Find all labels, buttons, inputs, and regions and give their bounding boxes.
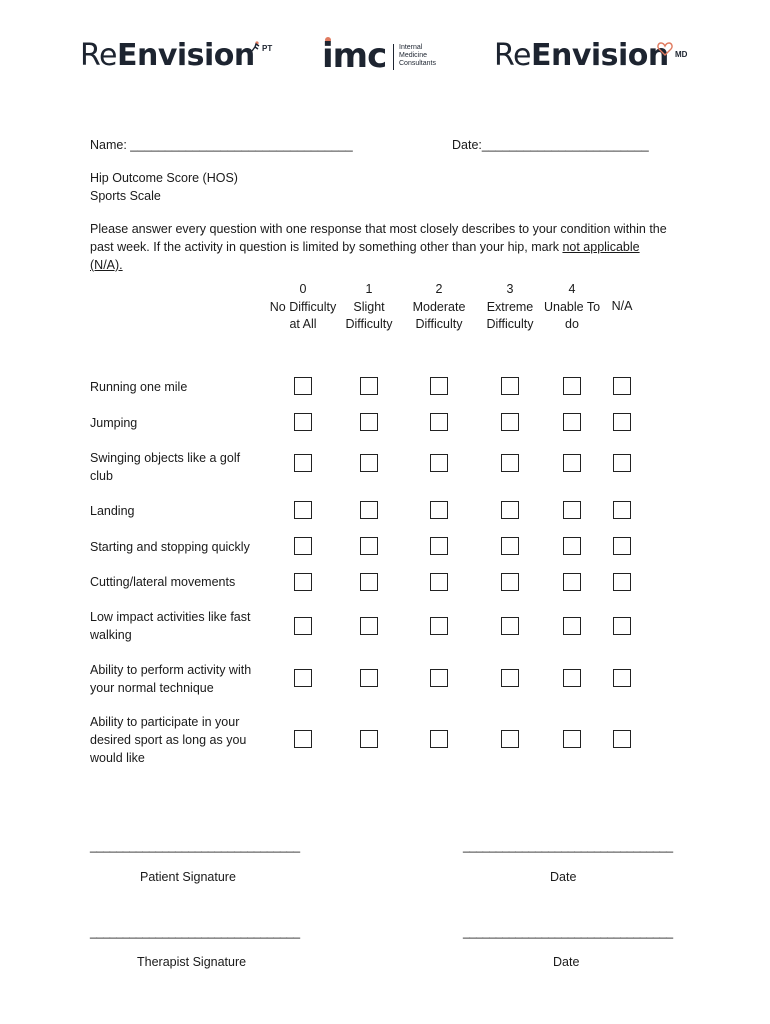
therapist-signature-line[interactable]: ________________________________: [90, 925, 300, 939]
response-checkbox[interactable]: [613, 501, 631, 519]
instructions-text: Please answer every question with one response that most closely describes to your condition within the past week. If the activity in question is limited by something other than your hip, mark: [90, 222, 667, 254]
response-checkbox[interactable]: [294, 730, 312, 748]
column-label: N/A: [611, 299, 633, 313]
patient-signature-label: Patient Signature: [140, 870, 236, 884]
response-checkbox[interactable]: [294, 669, 312, 687]
name-field[interactable]: Name: ________________________________: [90, 138, 353, 152]
date-field[interactable]: Date:________________________: [452, 138, 649, 152]
imc-sub-line: Medicine: [399, 52, 428, 59]
logo-re-text: Re: [80, 38, 117, 73]
column-label: Extreme Difficulty: [486, 299, 534, 331]
logo-envision-text: Envision: [530, 38, 669, 73]
form-subtitle: Sports Scale: [90, 189, 161, 203]
column-header: [587, 298, 657, 316]
patient-signature-line[interactable]: ________________________________: [90, 839, 300, 853]
instructions-underlined: not applicable (N/A).: [90, 240, 640, 272]
logo-re-text: Re: [494, 38, 531, 73]
imc-sub-line: Internal: [399, 44, 423, 51]
question-label: Ability to perform activity with your normal technique: [90, 663, 252, 695]
response-checkbox[interactable]: [430, 501, 448, 519]
response-checkbox[interactable]: [294, 413, 312, 431]
logo-md-sup: MD: [675, 50, 688, 59]
response-checkbox[interactable]: [360, 573, 378, 591]
response-checkbox[interactable]: [430, 413, 448, 431]
imc-logo-text: imc: [322, 36, 387, 76]
column-header: [404, 281, 474, 334]
column-number: 3: [506, 282, 514, 296]
column-header: [475, 281, 545, 334]
response-checkbox[interactable]: [360, 454, 378, 472]
response-checkbox[interactable]: [501, 377, 519, 395]
column-number: 4: [568, 282, 576, 296]
response-checkbox[interactable]: [563, 413, 581, 431]
response-checkbox[interactable]: [501, 501, 519, 519]
response-checkbox[interactable]: [501, 730, 519, 748]
therapist-date-line[interactable]: ________________________________: [463, 925, 673, 939]
response-checkbox[interactable]: [613, 454, 631, 472]
column-number: 1: [365, 282, 373, 296]
reenvision-md-logo: [494, 36, 694, 76]
response-checkbox[interactable]: [430, 573, 448, 591]
imc-sub-line: Consultants: [399, 60, 436, 67]
column-number: 2: [435, 282, 443, 296]
response-checkbox[interactable]: [563, 537, 581, 555]
column-label: No Difficulty at All: [269, 299, 337, 331]
response-checkbox[interactable]: [501, 454, 519, 472]
instructions: [90, 220, 670, 274]
question-label: Landing: [90, 504, 135, 518]
column-label: Moderate Difficulty: [412, 299, 466, 331]
response-checkbox[interactable]: [430, 537, 448, 555]
therapist-signature-label: Therapist Signature: [137, 955, 247, 969]
question-label: Ability to participate in your desired sport as long as you would like: [90, 715, 247, 765]
response-checkbox[interactable]: [360, 413, 378, 431]
response-checkbox[interactable]: [360, 669, 378, 687]
response-checkbox[interactable]: [430, 617, 448, 635]
runner-icon: [248, 40, 262, 54]
question-label: Starting and stopping quickly: [90, 540, 250, 554]
response-checkbox[interactable]: [613, 730, 631, 748]
response-checkbox[interactable]: [563, 377, 581, 395]
column-header: [268, 281, 338, 334]
response-checkbox[interactable]: [613, 537, 631, 555]
column-label: Unable To do: [543, 299, 601, 331]
response-checkbox[interactable]: [430, 377, 448, 395]
therapist-date-label: Date: [553, 955, 580, 969]
question-label: Running one mile: [90, 380, 188, 394]
response-checkbox[interactable]: [360, 730, 378, 748]
response-checkbox[interactable]: [563, 454, 581, 472]
response-checkbox[interactable]: [613, 413, 631, 431]
response-checkbox[interactable]: [563, 501, 581, 519]
response-checkbox[interactable]: [294, 501, 312, 519]
response-checkbox[interactable]: [563, 669, 581, 687]
imc-logo: [322, 36, 462, 76]
patient-date-line[interactable]: ________________________________: [463, 839, 673, 853]
column-label: Slight Difficulty: [345, 299, 393, 331]
response-checkbox[interactable]: [294, 573, 312, 591]
response-checkbox[interactable]: [613, 573, 631, 591]
column-number: 0: [299, 282, 307, 296]
response-checkbox[interactable]: [294, 454, 312, 472]
question-label: Swinging objects like a golf club: [90, 451, 241, 483]
response-checkbox[interactable]: [501, 413, 519, 431]
response-checkbox[interactable]: [613, 669, 631, 687]
response-checkbox[interactable]: [294, 617, 312, 635]
logo-pt-sup: PT: [262, 44, 273, 53]
response-checkbox[interactable]: [501, 617, 519, 635]
question-label: Low impact activities like fast walking: [90, 610, 251, 642]
form-title: Hip Outcome Score (HOS): [90, 171, 238, 185]
response-checkbox[interactable]: [501, 573, 519, 591]
response-checkbox[interactable]: [430, 454, 448, 472]
question-label: Jumping: [90, 416, 138, 430]
response-checkbox[interactable]: [360, 377, 378, 395]
response-checkbox[interactable]: [360, 537, 378, 555]
response-checkbox[interactable]: [563, 573, 581, 591]
response-checkbox[interactable]: [613, 377, 631, 395]
response-checkbox[interactable]: [563, 617, 581, 635]
response-checkbox[interactable]: [360, 617, 378, 635]
response-checkbox[interactable]: [360, 501, 378, 519]
heart-icon: [657, 42, 673, 56]
patient-date-label: Date: [550, 870, 577, 884]
column-header: [334, 281, 404, 334]
response-checkbox[interactable]: [613, 617, 631, 635]
response-checkbox[interactable]: [294, 377, 312, 395]
response-checkbox[interactable]: [501, 537, 519, 555]
logo-envision-text: Envision: [116, 38, 255, 73]
question-label: Cutting/lateral movements: [90, 575, 236, 589]
imc-subtitle: [399, 44, 459, 68]
response-checkbox[interactable]: [430, 669, 448, 687]
imc-divider: [393, 44, 394, 70]
response-checkbox[interactable]: [563, 730, 581, 748]
reenvision-pt-logo: [80, 36, 280, 76]
response-checkbox[interactable]: [430, 730, 448, 748]
response-checkbox[interactable]: [501, 669, 519, 687]
response-checkbox[interactable]: [294, 537, 312, 555]
